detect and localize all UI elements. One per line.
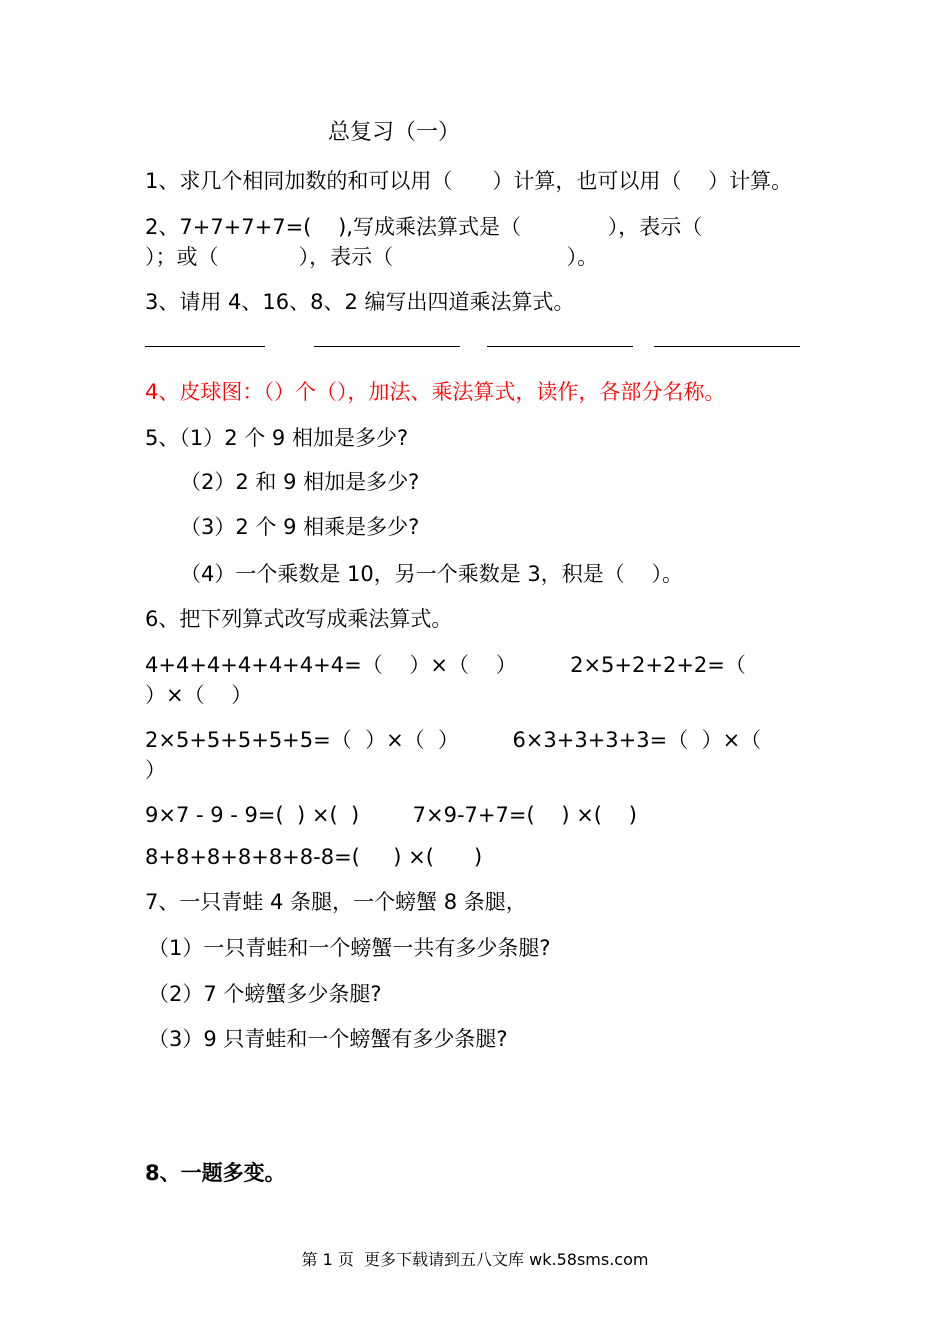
answer-blank-2 (314, 346, 460, 347)
question-5-part-3: （3）2 个 9 相乘是多少? (180, 515, 420, 539)
question-2-line-2: ）；或（ ），表示（ ）。 (145, 245, 599, 269)
question-2-line-1: 2、7+7+7+7=( ),写成乘法算式是（ ），表示（ (145, 215, 703, 239)
question-6: 6、把下列算式改写成乘法算式。 (145, 607, 453, 631)
page-footer: 第 1 页 更多下载请到五八文库 wk.58sms.com (301, 1250, 649, 1269)
page-title: 总复习（一） (328, 120, 461, 145)
question-5-part-4: （4）一个乘数是 10，另一个乘数是 3，积是（ ）。 (180, 562, 683, 586)
question-8: 8、一题多变。 (145, 1161, 286, 1185)
answer-blank-4 (654, 346, 800, 347)
question-1: 1、求几个相同加数的和可以用（ ）计算，也可以用（ ）计算。 (145, 169, 793, 193)
question-6-row-b-line-2: ） (145, 758, 166, 782)
question-6-row-b-line-1: 2×5+5+5+5+5=（ ）×（ ） 6×3+3+3+3=（ ）×（ (145, 728, 762, 752)
question-5-part-2: （2）2 和 9 相加是多少? (180, 470, 420, 494)
question-7-part-1: （1）一只青蛙和一个螃蟹一共有多少条腿? (148, 936, 551, 960)
question-4: 4、皮球图：（）个（），加法、乘法算式，读作，各部分名称。 (145, 380, 726, 404)
question-6-row-d: 8+8+8+8+8+8-8=( ) ×( ) (145, 845, 483, 869)
question-5: 5、（1）2 个 9 相加是多少? (145, 426, 409, 450)
question-7-part-3: （3）9 只青蛙和一个螃蟹有多少条腿? (148, 1027, 508, 1051)
question-3: 3、请用 4、16、8、2 编写出四道乘法算式。 (145, 290, 575, 314)
question-7: 7、一只青蛙 4 条腿，一个螃蟹 8 条腿， (145, 890, 527, 914)
question-7-part-2: （2）7 个螃蟹多少条腿? (148, 982, 382, 1006)
question-6-row-a-line-2: ）×（ ） (145, 683, 253, 707)
answer-blank-3 (487, 346, 633, 347)
answer-blank-1 (145, 346, 265, 347)
question-6-row-c: 9×7 - 9 - 9=( ) ×( ) 7×9-7+7=( ) ×( ) (145, 803, 637, 827)
question-6-row-a-line-1: 4+4+4+4+4+4+4=（ ）×（ ） 2×5+2+2+2=（ (145, 653, 746, 677)
